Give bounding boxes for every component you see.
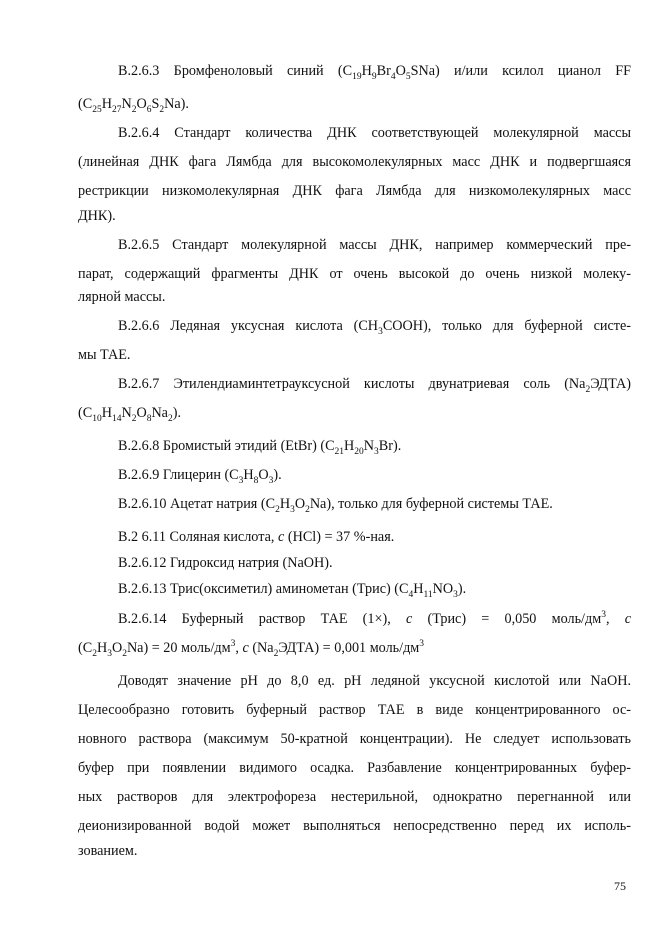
text-line — [78, 207, 631, 225]
subscript: 2 — [92, 649, 97, 659]
text-run: H — [344, 438, 355, 454]
text-run: В.2.6.10 Ацетат натрия (C — [118, 496, 276, 512]
subscript: 10 — [92, 414, 102, 424]
text-run: ). — [172, 405, 182, 421]
text-run: В.2.6.8 Бромистый этидий (EtBr) (C — [118, 438, 335, 454]
text-run: H — [96, 640, 108, 656]
text-run: парат, содержащий фрагменты ДНК от очень высокой до очень низкой молеку- — [78, 266, 631, 282]
text-run: мы ТАЕ. — [78, 347, 131, 363]
text-run: В.2.6.9 Глицерин (C — [118, 467, 239, 483]
text-run: новного раствора (максимум 50-кратной концентрации). Не следует использовать — [78, 731, 631, 747]
subscript: 2 — [167, 414, 173, 424]
text-run: Na), только для буферной системы ТАЕ. — [309, 496, 553, 512]
text-run: Доводят значение pH до 8,0 ед. pH ледяной уксусной кислотой или NaOH. — [118, 673, 631, 689]
subscript: 11 — [423, 590, 433, 600]
subscript: 2 — [273, 649, 279, 659]
text-run: (C — [78, 640, 93, 656]
subscript: 2 — [159, 105, 165, 115]
text-run: ДНК). — [78, 208, 116, 224]
subscript: 4 — [408, 590, 414, 600]
text-line — [78, 153, 631, 171]
text-run: В.2 6.11 Соляная кислота, — [118, 529, 278, 545]
text-line — [78, 817, 631, 835]
text-run: (HCl) = 37 %-ная. — [284, 529, 395, 545]
text-line — [78, 701, 631, 719]
text-run: лярной массы. — [78, 289, 166, 305]
subscript: 4 — [390, 72, 396, 82]
subscript: 5 — [405, 72, 411, 82]
text-line — [78, 495, 631, 513]
text-line — [78, 580, 631, 598]
text-run: ). — [273, 467, 282, 483]
subscript: 3 — [268, 476, 274, 486]
text-run: NO — [432, 581, 454, 597]
text-run: буфер при появлении видимого осадка. Разбавление концентрированных буфер- — [78, 760, 631, 776]
text-line — [78, 554, 631, 572]
text-run: O — [258, 467, 269, 483]
subscript: 2 — [131, 105, 137, 115]
subscript: 2 — [275, 505, 280, 515]
text-run: В.2.6.13 Трис(оксиметил) аминометан (Трис) (C — [118, 581, 409, 597]
text-line — [78, 788, 631, 806]
text-run: В.2.6.5 Стандарт молекулярной массы ДНК, например коммерческий пре- — [118, 237, 631, 253]
text-run: В.2.6.14 Буферный раствор ТАЕ (1×), — [118, 611, 406, 627]
text-run: O — [111, 640, 123, 656]
text-run: H — [279, 496, 291, 512]
text-run: S — [151, 96, 160, 112]
text-run: H — [243, 467, 254, 483]
text-run: с — [405, 611, 413, 627]
text-run: (Na — [248, 640, 274, 656]
subscript: 3 — [107, 649, 112, 659]
text-run: деионизированной водой может выполняться непосредственно перед их исполь- — [78, 818, 631, 834]
subscript: 2 — [585, 385, 591, 395]
text-run: Na). — [164, 96, 189, 112]
text-run: (Трис) = 0,050 моль/дм — [412, 611, 602, 627]
subscript: 25 — [92, 105, 102, 115]
text-line — [78, 404, 631, 422]
text-run: (линейная ДНК фага Лямбда для высокомолекулярных масс ДНК и подвергшаяся — [78, 154, 631, 170]
text-line — [78, 730, 631, 748]
text-run: H — [361, 63, 372, 79]
subscript: 3 — [238, 476, 244, 486]
text-line — [78, 528, 631, 546]
text-run: зованием. — [78, 843, 138, 859]
text-run: COOH), только для буферной систе- — [382, 318, 631, 334]
text-run: , — [605, 611, 625, 627]
text-run: (C — [78, 405, 93, 421]
subscript: 3 — [290, 505, 295, 515]
subscript: 20 — [354, 447, 364, 457]
subscript: 21 — [334, 447, 345, 457]
text-run: O — [395, 63, 406, 79]
text-run: ЭДТА) — [590, 376, 631, 392]
text-line — [78, 62, 631, 80]
text-run: ных растворов для электрофореза нестерильной, однократно перегнанной или — [78, 789, 631, 805]
text-run: В.2.6.4 Стандарт количества ДНК соответствующей молекулярной массы — [118, 125, 631, 141]
subscript: 3 — [453, 590, 458, 600]
subscript: 2 — [122, 649, 127, 659]
subscript: 2 — [131, 414, 137, 424]
text-run: O — [136, 405, 147, 421]
text-run: , — [235, 640, 243, 656]
superscript: 3 — [230, 639, 236, 649]
text-line — [78, 437, 631, 455]
subscript: 6 — [146, 105, 152, 115]
page-number: 75 — [614, 879, 626, 893]
text-run: O — [136, 96, 147, 112]
text-line — [78, 759, 631, 777]
text-run: ). — [457, 581, 467, 597]
subscript: 8 — [253, 476, 259, 486]
text-line — [78, 466, 631, 484]
text-run: В.2.6.12 Гидроксид натрия (NaOH). — [118, 555, 333, 571]
text-line — [78, 375, 631, 393]
text-run: с — [624, 611, 632, 627]
text-run: H — [413, 581, 424, 597]
subscript: 14 — [111, 414, 122, 424]
text-line — [78, 610, 631, 628]
text-line — [78, 95, 631, 113]
text-line — [78, 236, 631, 254]
text-run: Na — [151, 405, 168, 421]
text-line — [78, 124, 631, 142]
text-line — [78, 288, 631, 306]
text-run: SNa) и/или ксилол цианол FF — [410, 63, 631, 79]
text-line — [78, 639, 631, 657]
text-line — [78, 182, 631, 200]
superscript: 3 — [419, 639, 425, 649]
text-run: ЭДТА) = 0,001 моль/дм — [278, 640, 420, 656]
subscript: 8 — [146, 414, 152, 424]
subscript: 19 — [352, 72, 362, 82]
text-run: Br — [376, 63, 391, 79]
text-run: N — [121, 96, 132, 112]
text-run: O — [294, 496, 306, 512]
text-run: рестрикции низкомолекулярная ДНК фага Лямбда для низкомолекулярных масс — [78, 183, 631, 199]
text-run: Br). — [378, 438, 402, 454]
text-run: В.2.6.3 Бромфеноловый синий (C — [118, 63, 353, 79]
text-run: В.2.6.7 Этилендиаминтетрауксусной кислоты двунатриевая соль (Na — [118, 376, 586, 392]
subscript: 9 — [371, 72, 377, 82]
text-run: с — [242, 640, 249, 656]
subscript: 3 — [378, 327, 383, 337]
subscript: 27 — [111, 105, 122, 115]
text-line — [78, 265, 631, 283]
subscript: 3 — [374, 447, 379, 457]
subscript: 2 — [305, 505, 310, 515]
text-run: H — [101, 96, 112, 112]
text-line — [78, 317, 631, 335]
text-run: (C — [78, 96, 93, 112]
text-run: N — [121, 405, 132, 421]
text-run: Na) = 20 моль/дм — [126, 640, 231, 656]
text-run: с — [277, 529, 285, 545]
text-run: Целесообразно готовить буферный раствор ТАЕ в виде концентрированного ос- — [78, 702, 631, 718]
text-run: В.2.6.6 Ледяная уксусная кислота (CH — [118, 318, 379, 334]
text-run: N — [363, 438, 375, 454]
text-line — [78, 672, 631, 690]
superscript: 3 — [601, 610, 606, 620]
text-line — [78, 842, 631, 860]
text-run: H — [101, 405, 112, 421]
text-line — [78, 346, 631, 364]
